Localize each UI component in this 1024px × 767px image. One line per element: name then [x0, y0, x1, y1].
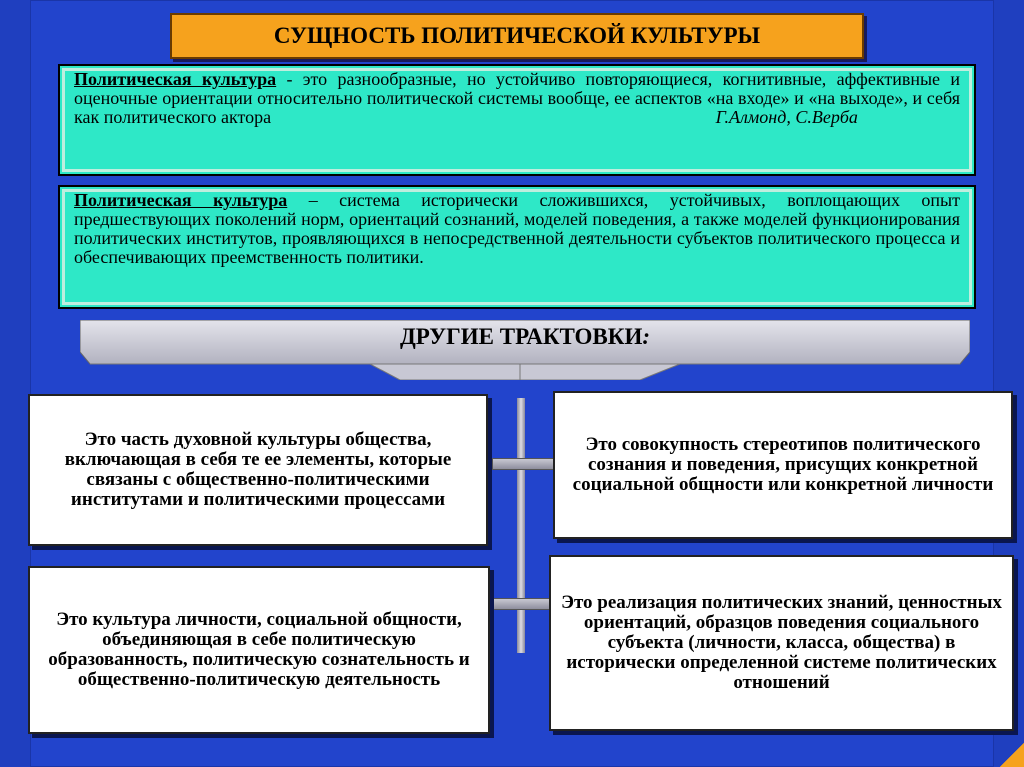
interpretation-text: Это культура личности, социальной общности, объединяющая в себе политическую образованность, политическую сознательность и общественно-политическую деятельность	[48, 609, 470, 690]
slide-title	[170, 13, 864, 59]
definition-text: – система исторически сложившихся, устойчивых, воплощающих опыт предшествующих поколений норм, ориентаций сознаний, моделей поведения, а также моделей функционирования политических институтов, проявляющихся в непосредственной деятельности субъектов политического процесса и обеспечивающих преемственность политики.	[74, 190, 960, 267]
banner-label-text: ДРУГИЕ ТРАКТОВКИ	[399, 324, 643, 349]
slide-title-text: СУЩНОСТЬ ПОЛИТИЧЕСКОЙ КУЛЬТУРЫ	[273, 23, 761, 48]
interpretation-card-3	[28, 566, 490, 734]
other-interpretations-banner	[80, 320, 970, 380]
banner-label	[80, 324, 970, 350]
connector-vertical	[517, 398, 525, 653]
banner-colon: :	[642, 324, 651, 349]
interpretation-card-1	[28, 394, 488, 546]
interpretation-text: Это часть духовной культуры общества, включающая в себя те ее элементы, которые связаны с общественно-политическими институтами и политическими процессами	[64, 429, 452, 510]
definition-almond-verba	[58, 64, 976, 176]
interpretation-card-4	[549, 555, 1014, 731]
corner-decoration	[1000, 743, 1024, 767]
definition-system	[58, 185, 976, 309]
connector-bottom	[492, 598, 552, 610]
definition-term: Политическая культура	[74, 190, 288, 210]
definition-term: Политическая культура	[74, 69, 277, 89]
definition-text: - это разнообразные, но устойчиво повторяющиеся, когнитивные, аффективные и оценочные ориентации относительно политической системы вообще, ее аспектов «на входе» и «на выходе», и себя как политического актора	[74, 69, 960, 127]
connector-top	[492, 458, 554, 470]
interpretation-text: Это совокупность стереотипов политического сознания и поведения, присущих конкретной социальной общности или конкретной личности	[572, 434, 994, 495]
interpretation-text: Это реализация политических знаний, ценностных ориентаций, образцов поведения социального субъекта (личности, класса, общества) в исторически определенной системе политических отношений	[561, 592, 1002, 693]
definition-author: Г.Алмонд, С.Верба	[715, 107, 858, 127]
interpretation-card-2	[553, 391, 1013, 539]
